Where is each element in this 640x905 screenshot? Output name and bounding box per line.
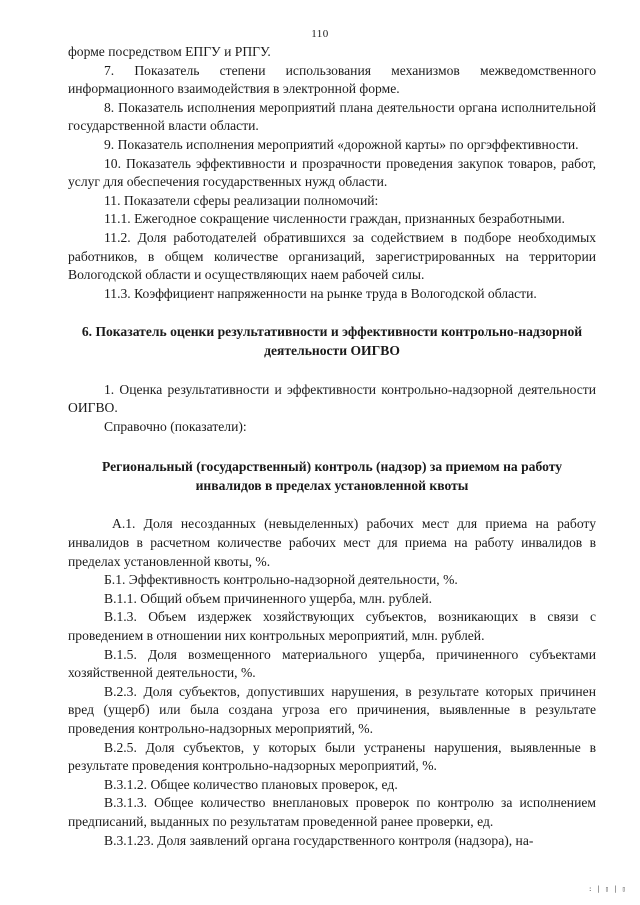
section-heading: 6. Показатель оценки результативности и эффективности контрольно-надзорной деятельности ОИГВО bbox=[81, 324, 583, 358]
paragraph-item-7: 7. Показатель степени использования механизмов межведомственного информационного взаимодействия в электронной форме. bbox=[68, 62, 596, 97]
subsection-heading: Региональный (государственный) контроль (надзор) за приемом на работу инвалидов в пределах установленной квоты bbox=[102, 459, 562, 493]
paragraph-reference-label: Справочно (показатели): bbox=[104, 418, 247, 434]
paragraph-item-11-2: 11.2. Доля работодателей обратившихся за содействием в подборе необходимых работников, в общем количестве организаций, зарегистрированных на территории Вологодской области и осуществляющих наем рабочей силы. bbox=[68, 229, 596, 283]
indicator-a1: А.1. Доля несозданных (невыделенных) рабочих мест для приема на работу инвалидов в расчетном количестве рабочих мест для приема на работу инвалидов в пределах установленной квоты, %. bbox=[68, 516, 596, 569]
indicator-v-1-5: В.1.5. Доля возмещенного материального ущерба, причиненного субъектами хозяйственной деятельности, %. bbox=[68, 646, 596, 681]
paragraph-continuation: форме посредством ЕПГУ и РПГУ. bbox=[68, 44, 271, 59]
indicator-v-3-1-3: В.3.1.3. Общее количество внеплановых проверок по контролю за исполнением предписаний, выданных по результатам проведенной ранее проверки, ед. bbox=[68, 795, 596, 829]
paragraph-item-11-3: 11.3. Коэффициент напряженности на рынке труда в Вологодской области. bbox=[104, 285, 537, 301]
footer-scan-mark: : | ▯ | ▯ bbox=[588, 885, 626, 893]
page-number: 110 bbox=[311, 28, 329, 40]
paragraph-item-8: 8. Показатель исполнения мероприятий плана деятельности органа исполнительной государственной власти области. bbox=[68, 99, 596, 134]
indicator-b1: Б.1. Эффективность контрольно-надзорной деятельности, %. bbox=[104, 572, 458, 588]
indicator-v-3-1-2: В.3.1.2. Общее количество плановых проверок, ед. bbox=[104, 776, 398, 792]
indicator-v-1-3: В.1.3. Объем издержек хозяйствующих субъектов, возникающих в связи с проведением в отношении них контрольных мероприятий, млн. рублей. bbox=[68, 609, 596, 644]
paragraph-item-9: 9. Показатель исполнения мероприятий «дорожной карты» по оргэффективности. bbox=[104, 136, 579, 152]
indicator-v-3-1-23: В.3.1.23. Доля заявлений органа государственного контроля (надзора), на- bbox=[104, 832, 534, 848]
paragraph-item-11-1: 11.1. Ежегодное сокращение численности граждан, признанных безработными. bbox=[104, 211, 565, 227]
paragraph-item-10: 10. Показатель эффективности и прозрачности проведения закупок товаров, работ, услуг для обеспечения государственных нужд области. bbox=[68, 155, 596, 190]
paragraph-assessment-1: 1. Оценка результативности и эффективности контрольно-надзорной деятельности ОИГВО. bbox=[68, 381, 596, 416]
paragraph-item-11: 11. Показатели сферы реализации полномочий: bbox=[104, 192, 379, 208]
document-body bbox=[68, 43, 596, 850]
indicator-v-2-3: В.2.3. Доля субъектов, допустивших нарушения, в результате которых причинен вред (ущерб) или была создана угроза его причинения, выявленные в результате проведения контрольно-надзорных мероприятий, %. bbox=[68, 683, 596, 736]
indicator-v-2-5: В.2.5. Доля субъектов, у которых были устранены нарушения, выявленные в результате проведения контрольно-надзорных мероприятий, %. bbox=[68, 739, 596, 774]
indicator-v-1-1: В.1.1. Общий объем причиненного ущерба, млн. рублей. bbox=[104, 590, 432, 606]
